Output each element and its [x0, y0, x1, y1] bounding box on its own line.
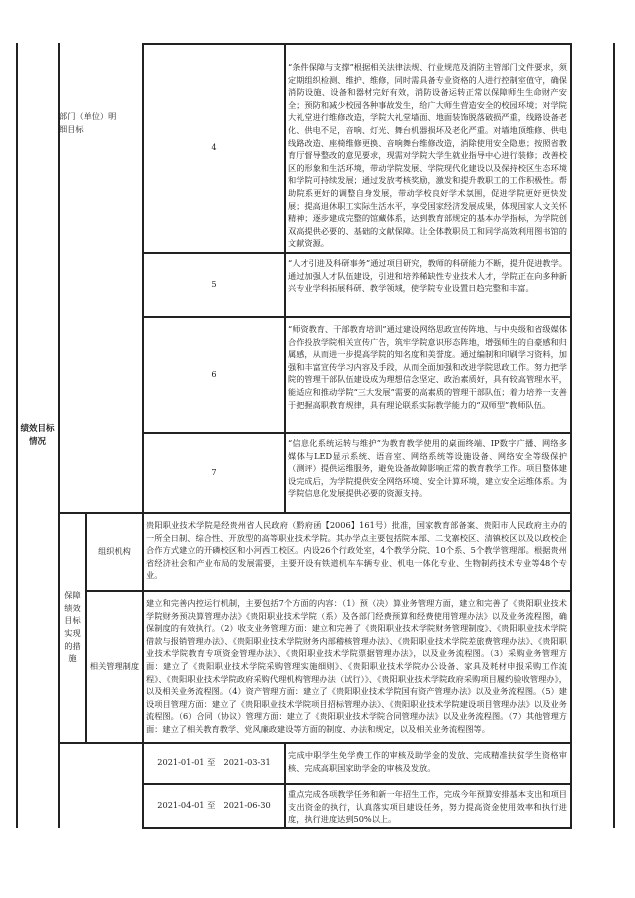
target-text: “人才引进及科研事务”通过项目研究，教师的科研能力不断，提升促进教学。通过加强人才队伍建设，引进和培养稀缺性专业技术人才，学院正在向多种新兴专业学科拓展科研、教学领域，使学院专业设置日趋完整和丰富。 [288, 258, 567, 294]
schedule-period: 2021-01-01 至 2021-03-31 [157, 757, 271, 768]
grid-line [284, 742, 286, 828]
schedule-text: 完成中职学生免学费工作的审核及助学金的发放、完成精准扶贫学生资格审核、完成高职国家助学金的审核及发放。 [288, 750, 567, 773]
grid-line [142, 432, 572, 434]
grid-line [85, 512, 87, 742]
schedule-period: 2021-04-01 至 2021-06-30 [157, 800, 271, 811]
grid-line [570, 43, 572, 828]
grid-line [58, 43, 60, 828]
dept-target-label: 部门（单位）明细目标 [59, 111, 117, 134]
measure-label: 组织机构 [98, 545, 131, 556]
grid-line [58, 742, 572, 744]
measure-text: 贵阳职业技术学院是经贵州省人民政府（黔府函【2006】161号）批准，国家教育部备案、贵阳市人民政府主办的一所全日制、综合性、开放型的高等职业技术学院。其办学点主要包括院本部、二戈寨校区、清镇校区以及以政校企合作方式建立的开磷校区和小河西工校区。内设26个行政处室，4个教学分院、10个系、5个教学管理部。根据贵州省经济社会和产业布局的发展需要，主要开设有铁道机车车辆专业、机电一体化专业、生物制药技术专业等48个专业。 [146, 520, 567, 581]
grid-line [142, 827, 572, 829]
target-no: 5 [211, 278, 217, 289]
target-text: “条件保障与支撑”根据相关法律法规、行业规范及消防主管部门文件要求，须定期组织检测、维护、维修，同时需具备专业资格的人进行控制室值守，确保消防设施、设备和器材完好有效，消防设备运转正常以保障师生生命财产安全；预防和减少校园各种事故发生，给广大师生营造安全的校园环境；对学院大礼堂进行维修改造，学院大礼堂墙面、地面装饰脱落破损严重，线路设备老化、供电不足，音响、灯光、舞台机器损坏及老化严重。对墙地顶维修、供电线路改造、座椅维修更换、音响舞台维修改造，消除使用安全隐患；按照省教育厅督导整改的意见要求，现需对学院大学生就业指导中心进行装修；改善校区的形象和生活环境，带动学院发展、学院现代化建设以及保持校区生态环境和学院可持续发展；通过发放考核奖励，激发和提升教职工的工作积极性。帮助院系更好的调整自身发展，带动学校良好学术氛围，促进学院更好更快发展；提高退休职工实际生活水平，享受国家经济发展成果，体现国家人文关怀精神；逐步建成完整的馆藏体系，达到教育部规定的基本办学指标，为学院创双高提供必要的、基础的文献保障。让全体教职员工和同学高效利用图书馆的文献资源。 [288, 62, 567, 249]
grid-line [85, 590, 572, 592]
grid-line [284, 43, 286, 512]
section-label: 绩效目标情况 [20, 423, 55, 447]
target-text: “信息化系统运转与维护”为教育教学使用的桌面终端、IP数字广播、网络多媒体与LED显示系统、语音室、网络系统等设施设备、网络安全等级保护（测评）提供运维服务，避免设备故障影响正常的教育教学工作。项目整体建设完成后，为学院提供安全网络环境、安全计算环境，建立安全运维体系。为学院信息化发展提供必要的资源支持。 [288, 438, 567, 499]
measure-text: 建立和完善内控运行机制，主要包括7个方面的内容：（1）预（决）算业务管理方面，建立和完善了《贵阳职业技术学院财务预决算管理办法》《贵阳职业技术学院（系）及各部门经费预算和经费使用管理办法》以及业务流程图，确保制度的有效执行。（2）收支业务管理方面：建立和完善了《贵阳职业技术学院财务管理制度》、《贵阳职业技术学院借款与报销管理办法》、《贵阳职业技术学院财务内部稽核管理办法》、《贵阳职业技术学院差旅费管理办法》、《贵阳职业技术学院教育专项资金管理办法》、《贵阳职业技术学院票据管理办法》，以及业务流程图。（3）采购业务管理方面：建立了《贵阳职业技术学院采购管理实施细则》、《贵阳职业技术学院办公设备、家具及耗材申报采购工作流程》、《贵阳职业技术学院政府采购代理机构管理办法（试行）》、《贵阳职业技术学院政府采购项目履约验收管理办》，以及相关业务流程图。（4）资产管理方面：建立了《贵阳职业技术学院国有资产管理办法》以及业务流程图。（5）建设项目管理方面：建立了《贵阳职业技术学院项目招标管理办法》、《贵阳职业技术学院建设项目管理办法》以及业务流程图。（6）合同（协议）管理方面：建立了《贵阳职业技术学院合同管理办法》以及业务流程图。（7）其他管理方面：建立了相关教育教学、党风廉政建设等方面的制度、办法和规定，以及相关业务流程图等。 [146, 598, 567, 734]
target-no: 7 [211, 466, 217, 477]
measures-label: 保障绩效目标实现的措施 [64, 590, 81, 664]
target-no: 4 [211, 142, 217, 153]
grid-line [142, 43, 572, 45]
grid-line [142, 783, 572, 785]
schedule-text: 重点完成各项教学任务和新一年招生工作，完成今年预算安排基本支出和项目支出资金的执行，认真落实项目建设任务，努力提高资金使用效率和执行进度，执行进度达到50%以上。 [288, 789, 567, 825]
grid-line [142, 316, 572, 318]
target-text: “师资教育、干部教育培训”通过建设网络思政宣传阵地、与中央级和省级媒体合作投放学院相关宣传广告，筑牢学院意识形态阵地，增强师生的自豪感和归属感，从而进一步提高学院的知名度和美誉度。通过编制和印刷学习资料，加强和丰富宣传学习内容及手段，从而全面加强和改进学院思政工作。努力把学院的管理干部队伍建设成为理想信念坚定、政治素质好，具有较高管理水平，能适应和推动学院“三大发展”需要的高素质的管理干部队伍；着力培养一支善于把握高职教育规律，具有理论联系实际教学能力的“双师型”教师队伍。 [288, 324, 567, 410]
target-no: 6 [211, 368, 217, 379]
grid-line [142, 43, 144, 828]
measure-label: 相关管理制度 [89, 660, 140, 671]
grid-line [142, 252, 572, 254]
grid-line [58, 512, 572, 514]
grid-line [613, 43, 615, 828]
grid-line [16, 43, 18, 828]
